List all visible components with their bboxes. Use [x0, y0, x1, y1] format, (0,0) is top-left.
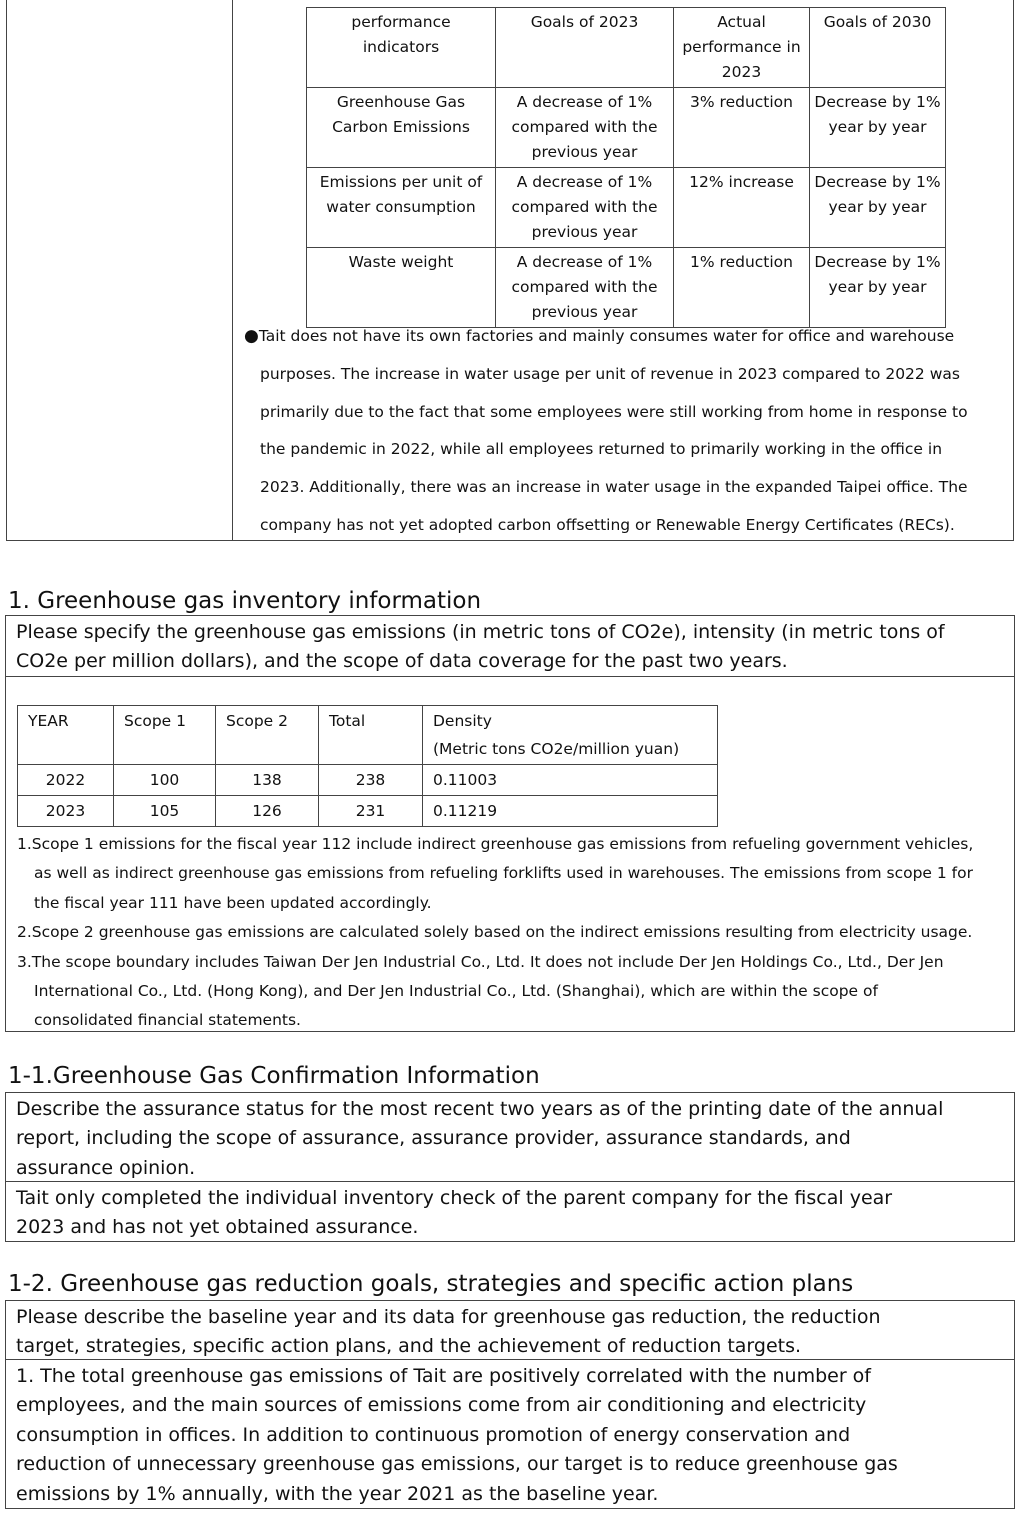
question-line: report, including the scope of assurance, assurance provider, assurance standards, and — [16, 1127, 851, 1150]
header-cell: Goals of 2023 — [496, 8, 674, 88]
note-line: the fiscal year 111 have been updated accordingly. — [34, 893, 432, 912]
table-cell: 0.11003 — [423, 765, 718, 796]
header-cell: YEAR — [18, 706, 114, 765]
table-cell: Decrease by 1% year by year — [810, 248, 946, 328]
header-cell — [423, 706, 718, 765]
note-line: consolidated financial statements. — [34, 1011, 301, 1030]
note-line: primarily due to the fact that some employees were still working from home in response to — [260, 402, 968, 421]
header-cell: Scope 2 — [216, 706, 319, 765]
question-line: Please specify the greenhouse gas emissions (in metric tons of CO2e), intensity (in metric tons of — [16, 621, 945, 643]
question-box — [5, 1300, 1015, 1360]
note-line: ●Tait does not have its own factories and mainly consumes water for office and warehouse — [244, 326, 955, 346]
answer-box — [5, 1181, 1015, 1242]
table-row — [307, 248, 946, 328]
table-cell: Decrease by 1% year by year — [810, 168, 946, 248]
table-header-row — [18, 706, 718, 765]
bullet-icon: ● — [244, 326, 259, 346]
table-cell: A decrease of 1% compared with the previous year — [496, 88, 674, 168]
note-line: company has not yet adopted carbon offsetting or Renewable Energy Certificates (RECs). — [260, 515, 955, 534]
table-cell: 1% reduction — [674, 248, 810, 328]
table-cell: Emissions per unit of water consumption — [307, 168, 496, 248]
note-line: purposes. The increase in water usage per unit of revenue in 2023 compared to 2022 was — [260, 364, 960, 383]
note-line: as well as indirect greenhouse gas emissions from refueling forklifts used in warehouses. The emissions from scope 1 for — [34, 864, 973, 883]
answer-line: 1. The total greenhouse gas emissions of Tait are positively correlated with the number of — [16, 1365, 871, 1387]
emissions-notes — [17, 830, 1007, 1036]
note-line: 2023. Additionally, there was an increase in water usage in the expanded Taipei office. The — [260, 478, 968, 497]
table-cell: A decrease of 1% compared with the previous year — [496, 248, 674, 328]
section-heading: 1. Greenhouse gas inventory information — [8, 588, 482, 614]
note-line: 3.The scope boundary includes Taiwan Der Jen Industrial Co., Ltd. It does not include Der Jen Holdings Co., Ltd., Der Jen — [17, 952, 944, 971]
answer-line: reduction of unnecessary greenhouse gas emissions, our target is to reduce greenhouse gas — [16, 1453, 898, 1476]
table-row — [307, 168, 946, 248]
density-unit: (Metric tons CO2e/million yuan) — [433, 740, 680, 758]
header-cell: Scope 1 — [114, 706, 216, 765]
table-cell: 138 — [216, 765, 319, 796]
question-line: CO2e per million dollars), and the scope of data coverage for the past two years. — [16, 650, 788, 673]
question-line: target, strategies, specific action plans, and the achievement of reduction targets. — [16, 1335, 802, 1358]
table-cell: Decrease by 1% year by year — [810, 88, 946, 168]
answer-line: emissions by 1% annually, with the year 2021 as the baseline year. — [16, 1482, 659, 1505]
answer-line: Tait only completed the individual inventory check of the parent company for the fiscal year — [16, 1187, 893, 1209]
goals-section-divider — [232, 0, 233, 540]
answer-line: employees, and the main sources of emissions come from air conditioning and electricity — [16, 1394, 867, 1417]
table-cell: Greenhouse Gas Carbon Emissions — [307, 88, 496, 168]
header-cell: Total — [319, 706, 423, 765]
table-cell: A decrease of 1% compared with the previous year — [496, 168, 674, 248]
density-label: Density — [433, 712, 492, 730]
table-cell: 2023 — [18, 796, 114, 827]
table-row — [18, 796, 718, 827]
table-cell: 105 — [114, 796, 216, 827]
table-cell: Waste weight — [307, 248, 496, 328]
table-cell: 12% increase — [674, 168, 810, 248]
emissions-table — [17, 705, 718, 827]
table-cell: 2022 — [18, 765, 114, 796]
question-line: assurance opinion. — [16, 1156, 196, 1179]
note-line: the pandemic in 2022, while all employees returned to primarily working in the office in — [260, 440, 943, 459]
table-cell: 238 — [319, 765, 423, 796]
goals-table — [306, 7, 946, 328]
table-cell: 3% reduction — [674, 88, 810, 168]
section-heading: 1-1.Greenhouse Gas Confirmation Information — [8, 1063, 540, 1089]
question-box — [5, 615, 1015, 677]
header-cell: performance indicators — [307, 8, 496, 88]
question-line: Describe the assurance status for the most recent two years as of the printing date of the annual — [16, 1098, 944, 1120]
water-usage-note — [244, 318, 1006, 545]
note-line: 2.Scope 2 greenhouse gas emissions are calculated solely based on the indirect emissions resulting from electricity usage. — [17, 923, 973, 942]
table-row — [307, 88, 946, 168]
answer-line: 2023 and has not yet obtained assurance. — [16, 1216, 419, 1239]
table-cell: 126 — [216, 796, 319, 827]
question-line: Please describe the baseline year and its data for greenhouse gas reduction, the reduction — [16, 1306, 881, 1328]
table-cell: 231 — [319, 796, 423, 827]
note-line: International Co., Ltd. (Hong Kong), and Der Jen Industrial Co., Ltd. (Shanghai), which are within the scope of — [34, 982, 878, 1001]
answer-box — [5, 1359, 1015, 1509]
header-cell: Goals of 2030 — [810, 8, 946, 88]
table-header-row — [307, 8, 946, 88]
section-heading: 1-2. Greenhouse gas reduction goals, strategies and specific action plans — [8, 1271, 854, 1297]
table-cell: 0.11219 — [423, 796, 718, 827]
question-box — [5, 1092, 1015, 1182]
header-cell: Actual performance in 2023 — [674, 8, 810, 88]
note-line: 1.Scope 1 emissions for the fiscal year 112 include indirect greenhouse gas emissions from refueling government vehicles, — [17, 835, 974, 853]
table-cell: 100 — [114, 765, 216, 796]
answer-line: consumption in offices. In addition to continuous promotion of energy conservation and — [16, 1423, 851, 1446]
table-row — [18, 765, 718, 796]
